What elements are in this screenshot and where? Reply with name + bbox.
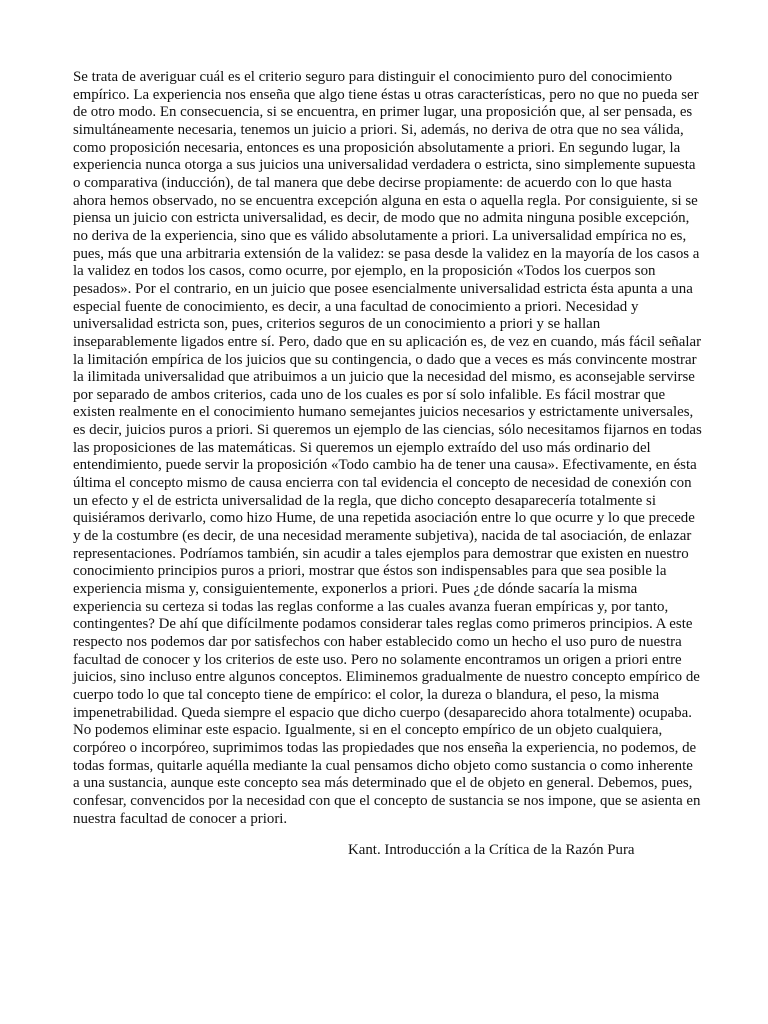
source-attribution: Kant. Introducción a la Crítica de la Razón Pura (348, 842, 635, 858)
body-paragraph: Se trata de averiguar cuál es el criterio seguro para distinguir el conocimiento puro del conocimiento empírico. La experiencia nos enseña que algo tiene éstas u otras características, pero no que no pueda ser de otro modo. En consecuencia, si se encuentra, en primer lugar, una proposición que, al ser pensada, es simultáneamente necesaria, tenemos un juicio a priori. Si, además, no deriva de otra que no sea válida, como proposición necesaria, entonces es una proposición absolutamente a priori. En segundo lugar, la experiencia nunca otorga a sus juicios una universalidad verdadera o estricta, sino simplemente supuesta o comparativa (inducción), de tal manera que debe decirse propiamente: de acuerdo con lo que hasta ahora hemos observado, no se encuentra excepción alguna en esta o aquella regla. Por consiguiente, si se piensa un juicio con estricta universalidad, es decir, de modo que no admita ninguna posible excepción, no deriva de la experiencia, sino que es válido absolutamente a priori. La universalidad empírica no es, pues, más que una arbitraria extensión de la validez: se pasa desde la validez en la mayoría de los casos a la validez en todos los casos, como ocurre, por ejemplo, en la proposición «Todos los cuerpos son pesados». Por el contrario, en un juicio que posee esencialmente universalidad estricta ésta apunta a una especial fuente de conocimiento, es decir, a una facultad de conocimiento a priori. Necesidad y universalidad estricta son, pues, criterios seguros de un conocimiento a priori y se hallan inseparablemente ligados entre sí. Pero, dado que en su aplicación es, de vez en cuando, más fácil señalar la limitación empírica de los juicios que su contingencia, o dado que a veces es más convincente mostrar la ilimitada universalidad que atribuimos a un juicio que la necesidad del mismo, es aconsejable servirse por separado de ambos criterios, cada uno de los cuales es por sí solo infalible. Es fácil mostrar que existen realmente en el conocimiento humano semejantes juicios necesarios y estrictamente universales, es decir, juicios puros a priori. Si queremos un ejemplo de las ciencias, sólo necesitamos fijarnos en todas las proposiciones de las matemáticas. Si queremos un ejemplo extraído del uso más ordinario del entendimiento, puede servir la proposición «Todo cambio ha de tener una causa». Efectivamente, en ésta última el concepto mismo de causa encierra con tal evidencia el concepto de necesidad de conexión con un efecto y el de estricta universalidad de la regla, que dicho concepto desaparecería totalmente si quisiéramos derivarlo, como hizo Hume, de una repetida asociación entre lo que ocurre y lo que precede y de la costumbre (es decir, de una necesidad meramente subjetiva), nacida de tal asociación, de enlazar representaciones. Podríamos también, sin acudir a tales ejemplos para demostrar que existen en nuestro conocimiento principios puros a priori, mostrar que éstos son indispensables para que sea posible la experiencia misma y, consiguientemente, exponerlos a priori. Pues ¿de dónde sacaría la misma experiencia su certeza si todas las reglas conforme a las cuales avanza fueran empíricas y, por tanto, contingentes? De ahí que difícilmente podamos considerar tales reglas como primeros principios. A este respecto nos podemos dar por satisfechos con haber establecido como un hecho el uso puro de nuestra facultad de conocer y los criterios de este uso. Pero no solamente encontramos un origen a priori entre juicios, sino incluso entre algunos conceptos. Eliminemos gradualmente de nuestro concepto empírico de cuerpo todo lo que tal concepto tiene de empírico: el color, la dureza o blandura, el peso, la misma impenetrabilidad. Queda siempre el espacio que dicho cuerpo (desaparecido ahora totalmente) ocupaba. No podemos eliminar este espacio. Igualmente, si en el concepto empírico de un objeto cualquiera, corpóreo o incorpóreo, suprimimos todas las propiedades que nos enseña la experiencia, no podemos, de todas formas, quitarle aquélla mediante la cual pensamos dicho objeto como sustancia o como inherente a una sustancia, aunque este concepto sea más determinado que el de objeto en general. Debemos, pues, confesar, convencidos por la necesidad con que el concepto de sustancia se nos impone, que se asienta en nuestra facultad de conocer a priori. (73, 69, 702, 827)
